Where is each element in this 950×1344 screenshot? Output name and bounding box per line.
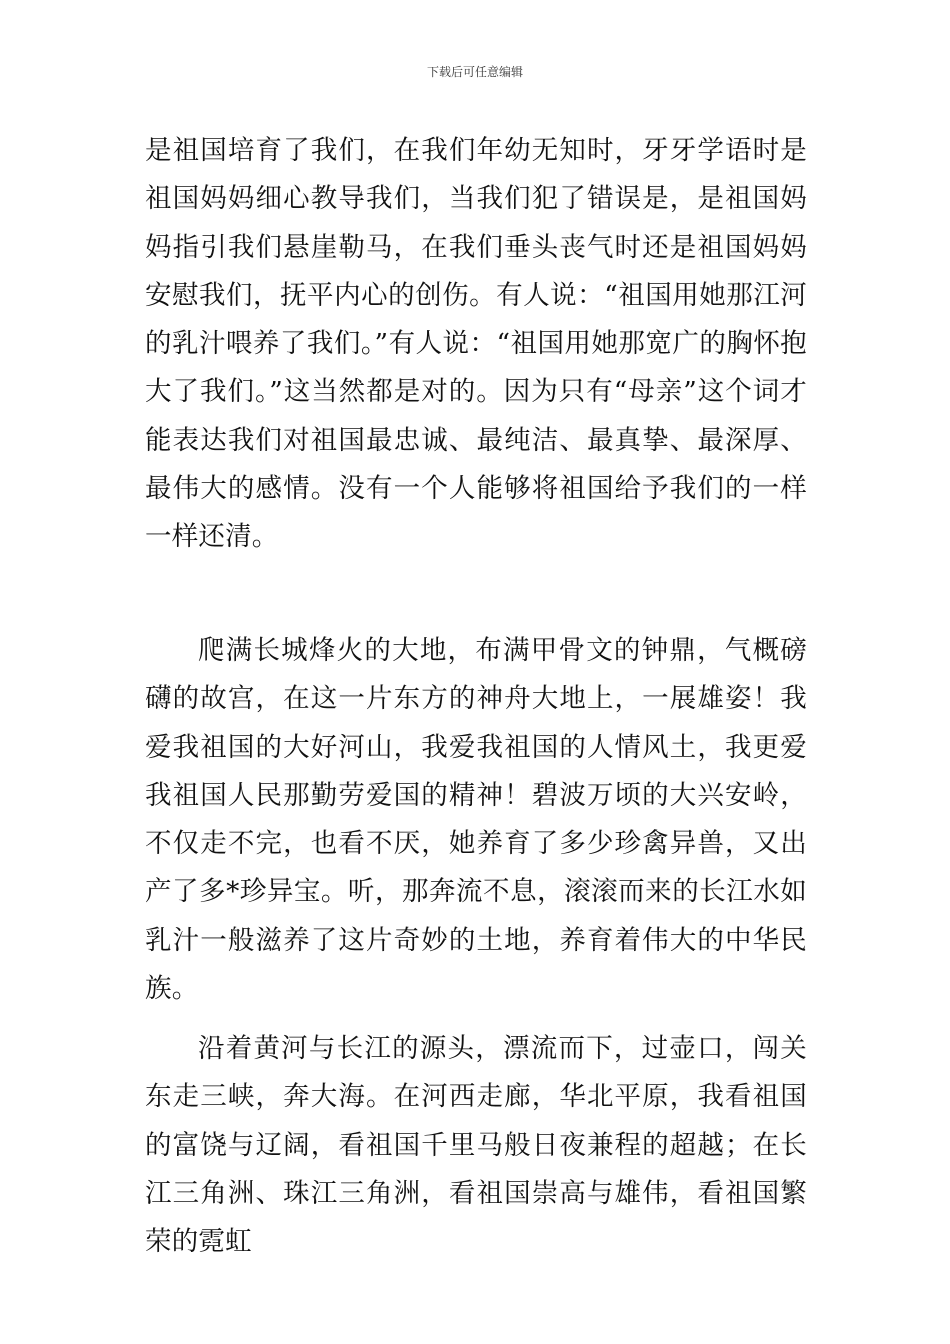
paragraph-3: 沿着黄河与长江的源头，漂流而下，过壶口，闯关东走三峡，奔大海。在河西走廊，华北平原，我看祖国的富饶与辽阔，看祖国千里马般日夜兼程的超越；在长江三角洲、珠江三角洲，看祖国崇高与雄伟，看祖国繁荣的霓虹	[145, 1033, 807, 1258]
paragraph-1: 是祖国培育了我们，在我们年幼无知时，牙牙学语时是祖国妈妈细心教导我们，当我们犯了错误是，是祖国妈妈指引我们悬崖勒马，在我们垂头丧气时还是祖国妈妈安慰我们，抚平内心的创伤。有人说：“祖国用她那江河的乳汁喂养了我们。”有人说：“祖国用她那宽广的胸怀抱大了我们。”这当然都是对的。因为只有“母亲”这个词才能表达我们对祖国最忠诚、最纯洁、最真挚、最深厚、最伟大的感情。没有一个人能够将祖国给予我们的一样一样还清。	[145, 135, 807, 553]
page-header-note: 下载后可任意编辑	[426, 65, 523, 79]
paragraph-2: 爬满长城烽火的大地，布满甲骨文的钟鼎，气概磅礴的故宫，在这一片东方的神舟大地上，一展雄姿！我爱我祖国的大好河山，我爱我祖国的人情风土，我更爱我祖国人民那勤劳爱国的精神！碧波万顷的大兴安岭，不仅走不完，也看不厌，她养育了多少珍禽异兽，又出产了多*珍异宝。听，那奔流不息，滚滚而来的长江水如乳汁一般滋养了这片奇妙的土地，养育着伟大的中华民族。	[145, 635, 807, 1005]
